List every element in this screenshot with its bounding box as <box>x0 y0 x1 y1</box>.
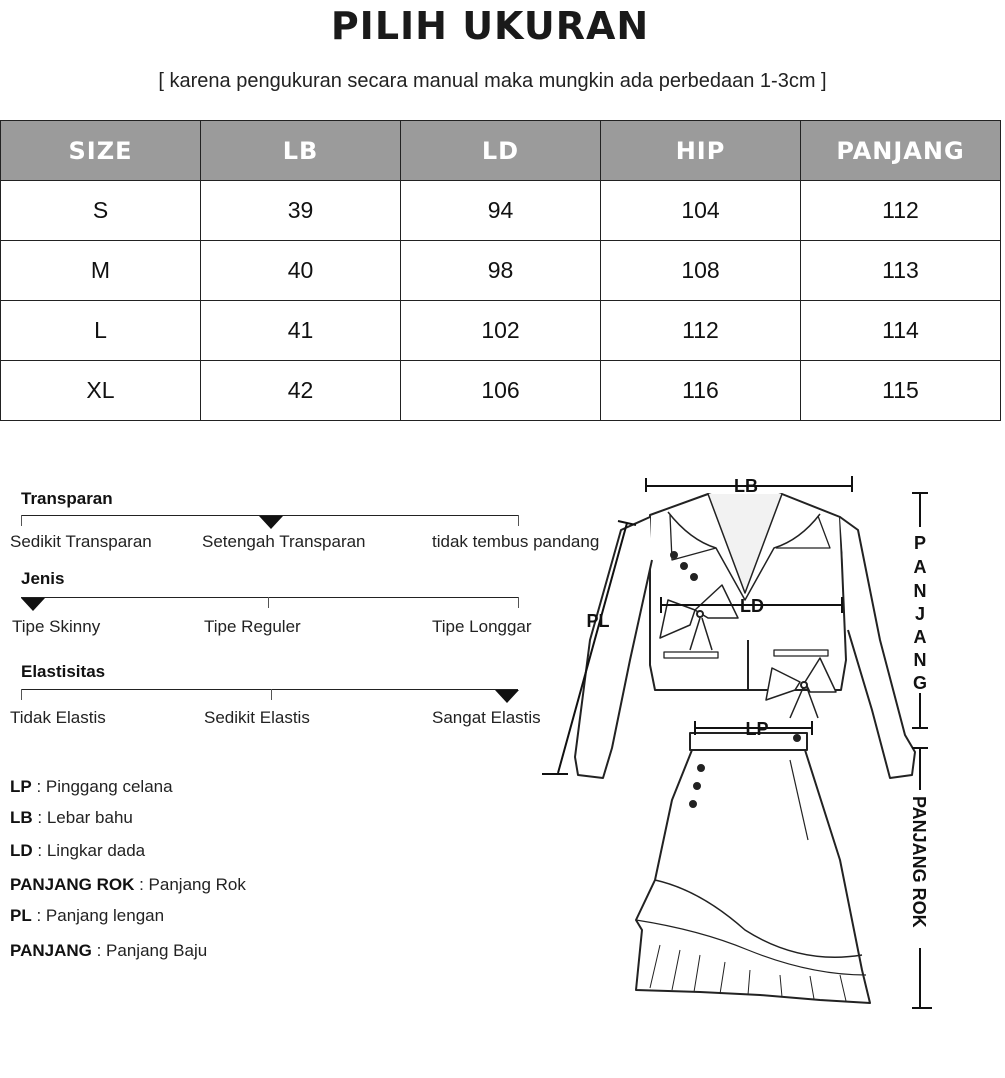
table-cell: 115 <box>801 361 1001 421</box>
legend-item-panjang-rok: PANJANG ROK : Panjang Rok <box>10 875 246 894</box>
ld-label: LD <box>740 596 764 616</box>
legend-item-lp: LP : Pinggang celana <box>10 777 173 796</box>
legend-item-panjang: PANJANG : Panjang Baju <box>10 941 208 960</box>
header-ld: LD <box>401 121 601 181</box>
page-title: PILIH UKURAN <box>330 4 650 48</box>
panjang-vertical-label <box>913 533 927 693</box>
skirt-drawing <box>636 733 870 1003</box>
header-size: SIZE <box>1 121 201 181</box>
table-cell: 104 <box>601 181 801 241</box>
elasticity-option-2: Sedikit Elastis <box>204 708 310 727</box>
panjang-letter: N <box>913 581 927 601</box>
transparency-option-1: Sedikit Transparan <box>10 532 152 551</box>
elasticity-scale-title: Elastisitas <box>21 662 106 681</box>
measurement-note: [ karena pengukuran secara manual maka mungkin ada perbedaan 1-3cm ] <box>158 70 827 92</box>
panjang-letter: G <box>912 673 928 693</box>
panjang-letter: A <box>913 557 927 577</box>
table-cell: 39 <box>201 181 401 241</box>
panjang-letter: A <box>913 627 927 647</box>
transparency-option-3: tidak tembus pandang <box>432 532 600 551</box>
table-cell: 114 <box>801 301 1001 361</box>
fit-option-3: Tipe Longgar <box>432 617 532 636</box>
elasticity-option-1: Tidak Elastis <box>10 708 106 727</box>
table-cell: L <box>1 301 201 361</box>
table-cell: 116 <box>601 361 801 421</box>
table-cell: 112 <box>601 301 801 361</box>
lb-label: LB <box>734 476 758 496</box>
table-cell: 98 <box>401 241 601 301</box>
table-cell: 108 <box>601 241 801 301</box>
table-cell: XL <box>1 361 201 421</box>
table-cell: 112 <box>801 181 1001 241</box>
legend-item-ld: LD : Lingkar dada <box>10 841 146 860</box>
fit-scale-title: Jenis <box>21 569 65 588</box>
fit-option-2: Tipe Reguler <box>204 617 301 636</box>
table-cell: 94 <box>401 181 601 241</box>
panjang-rok-label: PANJANG ROK <box>909 796 929 928</box>
transparency-scale-title: Transparan <box>21 489 113 508</box>
panjang-letter: P <box>913 533 927 553</box>
table-cell: 41 <box>201 301 401 361</box>
table-cell: 40 <box>201 241 401 301</box>
panjang-letter: J <box>914 604 926 624</box>
header-panjang: PANJANG <box>801 121 1001 181</box>
elasticity-option-3: Sangat Elastis <box>432 708 541 727</box>
pl-label: PL <box>586 611 610 631</box>
legend-item-pl: PL : Panjang lengan <box>10 906 165 925</box>
table-cell: M <box>1 241 201 301</box>
lp-label: LP <box>745 719 769 739</box>
legend-item-lb: LB : Lebar bahu <box>10 808 133 827</box>
table-cell: 106 <box>401 361 601 421</box>
table-cell: 102 <box>401 301 601 361</box>
table-cell: 42 <box>201 361 401 421</box>
header-hip: HIP <box>601 121 801 181</box>
transparency-option-2: Setengah Transparan <box>202 532 366 551</box>
header-lb: LB <box>201 121 401 181</box>
fit-option-1: Tipe Skinny <box>12 617 101 636</box>
table-cell: 113 <box>801 241 1001 301</box>
table-cell: S <box>1 181 201 241</box>
panjang-letter: N <box>913 650 927 670</box>
